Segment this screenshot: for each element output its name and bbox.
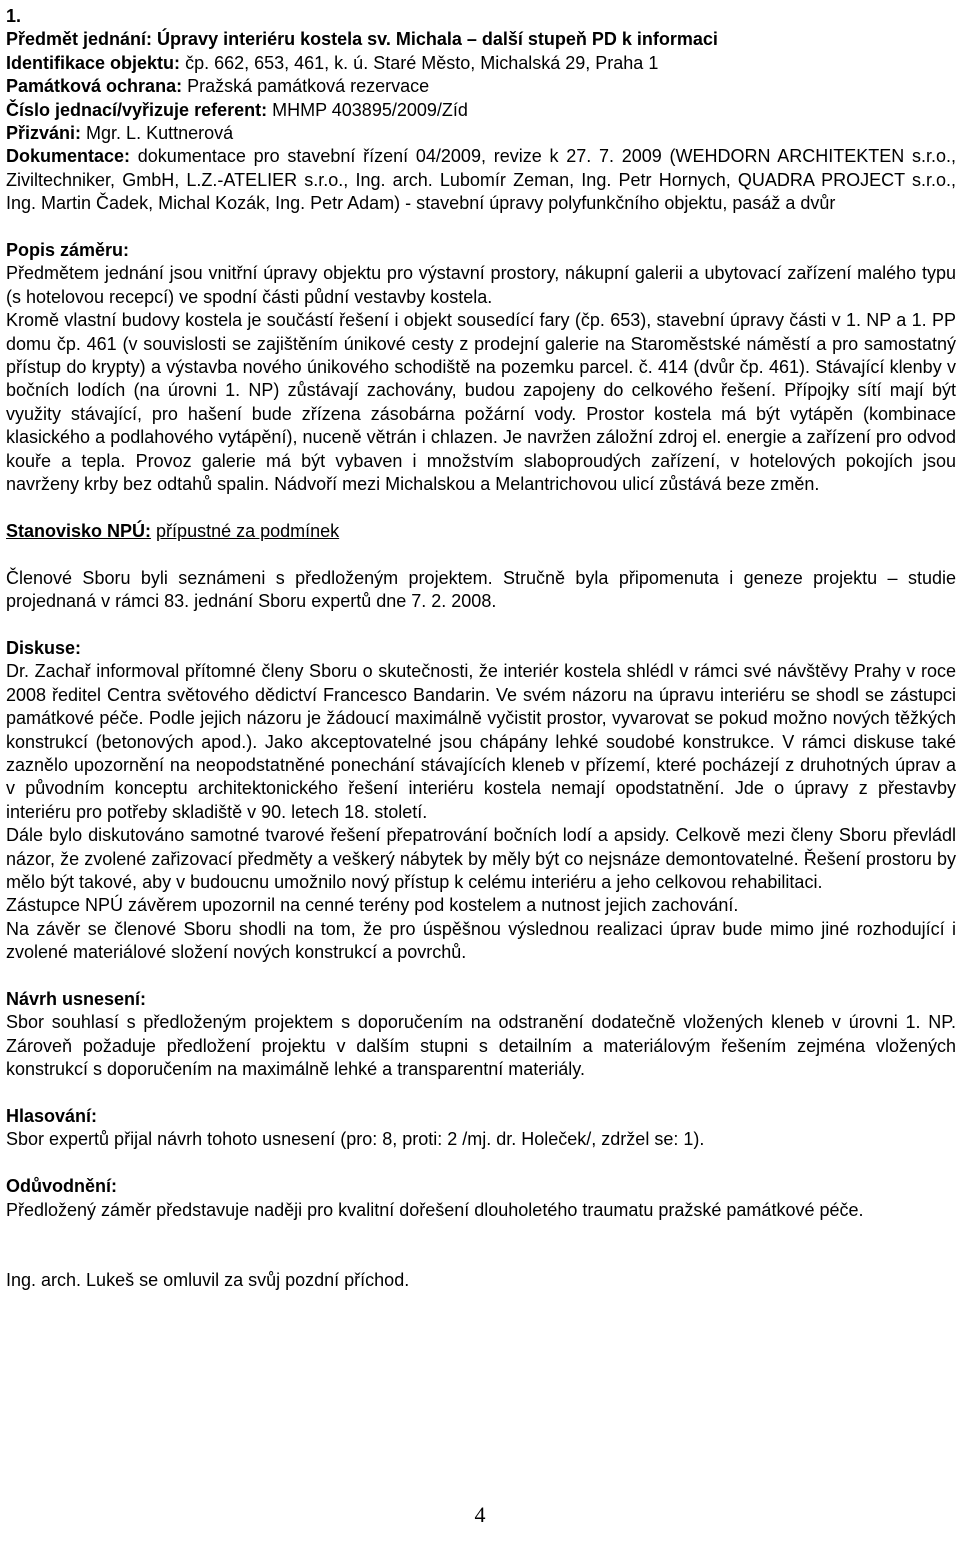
npu-opinion-label: Stanovisko NPÚ: [6,520,152,541]
documentation-paragraph [6,145,956,215]
protection-line [6,75,956,98]
invited-label: Přizváni: [6,123,82,144]
object-id-line [6,52,956,75]
reference-value: MHMP 403895/2009/Zíd [272,99,468,120]
reasoning-heading: Odůvodnění: [6,1176,117,1197]
npu-opinion-line [6,520,956,543]
documentation-value: dokumentace pro stavební řízení 04/2009, revize k 27. 7. 2009 (WEHDORN ARCHITEKTEN s.r.o., Ziviltechniker, GmbH, L.Z.-ATELIER s.r.o., Ing. arch. Lubomír Zeman, Ing. Petr Hornych, QUADRA PROJECT s.r.o., Ing. Martin Čadek, Michal Kozák, Ing. Petr Adam) - stavební úpravy polyfunkčního objektu, pasáž a dvůr [6,146,956,214]
object-id-value: čp. 662, 653, 461, k. ú. Staré Město, Michalská 29, Praha 1 [185,52,659,73]
vote-heading: Hlasování: [6,1106,98,1126]
subject-label: Předmět jednání: [6,29,153,50]
late-arrival-note: Ing. arch. Lukeš se omluvil za svůj pozdní příchod. [6,1269,410,1290]
item-number [6,5,956,28]
resolution-text: Sbor souhlasí s předloženým projektem s doporučením na odstranění dodatečně vložených kleneb v úrovni 1. NP. Zároveň požaduje předložení projektu v dalším stupni s detailním a materiálovým řešením zejména vložených konstrukcí s doporučením na maximálně lehké a transparentní materiály. [6,1012,956,1080]
discussion-paragraph-3: Zástupce NPÚ závěrem upozornil na cenné terény pod kostelem a nutnost jejich zachování. [6,895,739,916]
invited-value: Mgr. L. Kuttnerová [86,123,234,144]
discussion-paragraph-4: Na závěr se členové Sboru shodli na tom, že pro úspěšnou výslednou realizaci úprav bude mimo jiné rozhodující i zvolené materiálové složení nových konstrukcí a povrchů. [6,918,956,963]
vote-text: Sbor expertů přijal návrh tohoto usnesení (pro: 8, proti: 2 /mj. dr. Holeček/, zdržel se: 1). [6,1129,705,1150]
reasoning-text: Předložený záměr představuje naději pro kvalitní dořešení dlouholetého traumatu pražské památkové péče. [6,1199,864,1220]
intent-paragraph-2: Kromě vlastní budovy kostela je součástí řešení i objekt sousedící fary (čp. 653), stavební úpravy části v 1. NP a 1. PP domu čp. 461 (v souvislosti se zajištěním únikové cesty z prodejní galerie na Staroměstské náměstí a pro samostatný přístup do krypty) a výstavba nového únikového schodiště na pozemku parcel. č. 414 (dvůr čp. 461). Stávající klenby v bočních lodích (na úrovni 1. NP) zůstávají zachovány, budou zapojeny do celkového řešení. Přípojky sítí mají být využity stávající, pro hašení bude zřízena zásobárna požární vody. Prostor kostela má být vytápěn (kombinace klasického a podlahového vytápění), nuceně větrán i chlazen. Je navržen záložní zdroj el. energie a zařízení pro odvod kouře a tepla. Provoz galerie má být vybaven i množstvím slaboproudých zařízení, v hotelových pokojích jsou navrženy krby bez odtahů spalin. Nádvoří mezi Michalskou a Melantrichovou ulicí zůstává beze změn. [6,310,956,495]
discussion-paragraph-1: Dr. Zachař informoval přítomné členy Sboru o skutečnosti, že interiér kostela shlédl v rámci své návštěvy Prahy v roce 2008 ředitel Centra světového dědictví Francesco Bandarin. Ve svém názoru na úpravu interiéru se shodl se zástupci památkové péče. Podle jejich názoru je žádoucí maximálně vyčistit prostor, vyvarovat se pokud možno nových těžkých konstrukcí (betonových apod.). Jako akceptovatelné jsou chápány lehké soudobé konstrukce. V rámci diskuse také zaznělo upozornění na neopodstatněné ponechání stávajících kleneb v přízemí, které pocházejí z druhotných úprav a v původním konceptu architektonického řešení interiéru kostela nemají opodstatnění. Jde o úpravy z přestavby interiéru pro potřeby skladiště v 90. letech 18. století. [6,661,956,822]
subject-value: Úpravy interiéru kostela sv. Michala – další stupeň PD k informaci [157,29,718,50]
item-number-text: 1. [6,6,22,26]
reference-label: Číslo jednací/vyřizuje referent: [6,99,268,120]
documentation-label: Dokumentace: [6,146,131,167]
page-number: 4 [474,1502,486,1527]
npu-opinion-value: přípustné za podmínek [156,520,340,541]
object-id-label: Identifikace objektu: [6,52,181,73]
intent-paragraph-1: Předmětem jednání jsou vnitřní úpravy objektu pro výstavní prostory, nákupní galerii a ubytovací zařízení malého typu (s hotelovou recepcí) ve spodní části půdní vestavby kostela. [6,263,956,307]
document-page [6,5,956,1292]
subject-line [6,28,956,51]
discussion-heading: Diskuse: [6,637,82,658]
intent-heading: Popis záměru: [6,240,130,261]
discussion-paragraph-2: Dále bylo diskutováno samotné tvarové řešení přepatrování bočních lodí a apsidy. Celkově mezi členy Sboru převládl názor, že zvolené zařizovací předměty a veškerý nábytek by měly být co nejsnáze demontovatelné. Řešení prostoru by mělo být takové, aby v budoucnu umožnilo nový přístup k celému interiéru a jeho celkovou rehabilitaci. [6,825,956,892]
resolution-heading: Návrh usnesení: [6,988,147,1009]
protection-value: Pražská památková rezervace [187,76,430,97]
protection-label: Památková ochrana: [6,76,183,97]
members-note: Členové Sboru byli seznámeni s předloženým projektem. Stručně byla připomenuta i geneze projektu – studie projednaná v rámci 83. jednání Sboru expertů dne 7. 2. 2008. [6,567,956,612]
invited-line [6,122,956,145]
reference-line [6,99,956,122]
